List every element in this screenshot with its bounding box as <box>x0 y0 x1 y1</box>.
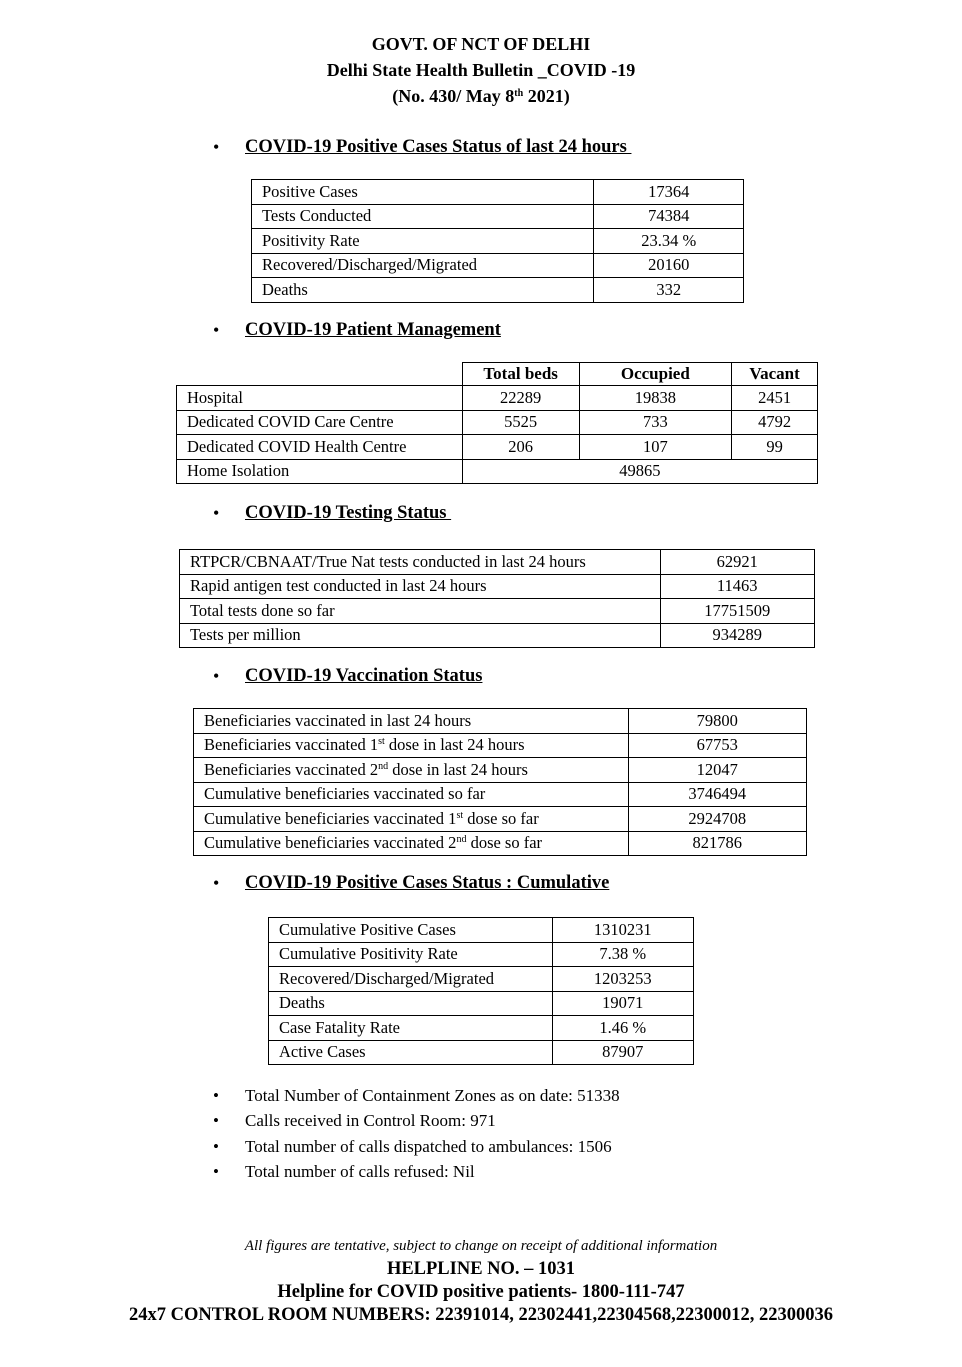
row-value: 74384 <box>594 204 744 229</box>
row-value: 87907 <box>552 1040 693 1065</box>
bulletin-title: Delhi State Health Bulletin _COVID -19 <box>326 60 636 80</box>
section-title: COVID-19 Testing Status <box>245 503 452 523</box>
label-ordinal: nd <box>378 760 389 772</box>
section-title: COVID-19 Positive Cases Status of last 24 hours <box>245 137 632 157</box>
total-beds-value: 22289 <box>462 386 579 411</box>
info-text: Total Number of Containment Zones as on date: 51338 <box>245 1086 620 1105</box>
table-row <box>252 229 744 254</box>
row-label: Case Fatality Rate <box>269 1016 553 1041</box>
header-vacant: Vacant <box>732 363 818 386</box>
total-beds-value: 5525 <box>462 410 579 435</box>
row-value: 62921 <box>660 550 815 575</box>
home-isolation-value: 49865 <box>462 459 817 484</box>
bulletin-number-sup: th <box>514 88 524 99</box>
section-title: COVID-19 Patient Management <box>245 320 501 340</box>
row-label: Total tests done so far <box>180 599 661 624</box>
row-label: Cumulative Positive Cases <box>269 918 553 943</box>
info-text: Total number of calls refused: Nil <box>245 1162 475 1181</box>
row-label: Active Cases <box>269 1040 553 1065</box>
row-value: 2924708 <box>628 807 806 832</box>
bullet-icon: • <box>213 666 220 686</box>
row-value: 20160 <box>594 253 744 278</box>
occupied-value: 19838 <box>579 386 732 411</box>
table-row <box>180 599 815 624</box>
footer-covid-helpline: Helpline for COVID positive patients- 1800-111-747 <box>277 1282 685 1302</box>
label-ordinal: st <box>378 736 385 748</box>
bullet-icon: • <box>213 873 220 893</box>
footer-disclaimer: All figures are tentative, subject to change on receipt of additional information <box>244 1238 718 1254</box>
row-value: 11463 <box>660 574 815 599</box>
bulletin-authority: GOVT. OF NCT OF DELHI <box>371 34 591 54</box>
occupied-value: 733 <box>579 410 732 435</box>
table-row <box>194 831 807 856</box>
section-title: COVID-19 Vaccination Status <box>245 666 483 686</box>
label-text: Cumulative beneficiaries vaccinated 1 <box>204 808 457 828</box>
table-row <box>180 623 815 648</box>
footer-control-room: 24x7 CONTROL ROOM NUMBERS: 22391014, 22302441,22304568,22300012, 22300036 <box>128 1305 834 1325</box>
table-row <box>194 807 807 832</box>
label-text: Cumulative beneficiaries vaccinated so far <box>204 784 486 804</box>
row-label: Positivity Rate <box>252 229 594 254</box>
label-text-rest: dose so far <box>466 833 543 853</box>
row-label: Tests Conducted <box>252 204 594 229</box>
info-text: Calls received in Control Room: 971 <box>245 1111 496 1130</box>
label-text: Beneficiaries vaccinated 1 <box>204 735 379 755</box>
row-label: Recovered/Discharged/Migrated <box>252 253 594 278</box>
info-text: Total number of calls dispatched to ambulances: 1506 <box>245 1137 612 1156</box>
table-row <box>177 410 818 435</box>
table-row <box>252 180 744 205</box>
bulletin-number <box>0 86 962 107</box>
row-value: 3746494 <box>628 782 806 807</box>
row-label <box>194 709 629 734</box>
table-row <box>194 758 807 783</box>
row-label: Deaths <box>252 278 594 303</box>
table-row <box>177 459 818 484</box>
header-total-beds: Total beds <box>462 363 579 386</box>
label-text: Beneficiaries vaccinated in last 24 hours <box>204 710 472 730</box>
row-label: Positive Cases <box>252 180 594 205</box>
bullet-icon: • <box>213 1086 219 1105</box>
bulletin-number-suffix: 2021) <box>523 86 570 106</box>
table-row <box>194 782 807 807</box>
table-row <box>252 204 744 229</box>
section-title: COVID-19 Positive Cases Status : Cumulative <box>245 873 610 893</box>
vacant-value: 99 <box>732 435 818 460</box>
bullet-icon: • <box>213 503 220 523</box>
table-row <box>269 967 694 992</box>
row-value: 332 <box>594 278 744 303</box>
vaccination-table <box>193 708 807 856</box>
table-row <box>252 253 744 278</box>
bullet-icon: • <box>213 1137 219 1156</box>
bullet-icon: • <box>213 1111 219 1130</box>
header-blank <box>177 363 463 386</box>
row-value: 79800 <box>628 709 806 734</box>
vacant-value: 2451 <box>732 386 818 411</box>
row-value: 934289 <box>660 623 815 648</box>
testing-table <box>179 549 815 648</box>
facility-label: Dedicated COVID Care Centre <box>177 410 463 435</box>
row-value: 19071 <box>552 991 693 1016</box>
label-text-rest: dose in last 24 hours <box>388 759 528 779</box>
row-label: Recovered/Discharged/Migrated <box>269 967 553 992</box>
home-isolation-label: Home Isolation <box>177 459 463 484</box>
row-value: 17751509 <box>660 599 815 624</box>
table-row <box>269 1016 694 1041</box>
row-value: 7.38 % <box>552 942 693 967</box>
row-value: 17364 <box>594 180 744 205</box>
footer-helpline: HELPLINE NO. – 1031 <box>386 1259 576 1279</box>
row-label: Cumulative Positivity Rate <box>269 942 553 967</box>
label-text: Beneficiaries vaccinated 2 <box>204 759 379 779</box>
table-row <box>252 278 744 303</box>
row-value: 12047 <box>628 758 806 783</box>
row-label <box>194 807 629 832</box>
table-row <box>269 942 694 967</box>
row-value: 1310231 <box>552 918 693 943</box>
row-label <box>194 733 629 758</box>
vacant-value: 4792 <box>732 410 818 435</box>
table-row <box>177 435 818 460</box>
table-row <box>180 550 815 575</box>
bulletin-number-prefix: (No. 430/ May 8 <box>392 86 515 106</box>
table-row <box>194 733 807 758</box>
cumulative-table <box>268 917 694 1065</box>
label-text: Cumulative beneficiaries vaccinated 2 <box>204 833 457 853</box>
row-label: Rapid antigen test conducted in last 24 hours <box>180 574 661 599</box>
row-label: RTPCR/CBNAAT/True Nat tests conducted in last 24 hours <box>180 550 661 575</box>
row-label <box>194 831 629 856</box>
bullet-icon: • <box>213 137 220 157</box>
table-row <box>180 574 815 599</box>
table-row <box>269 991 694 1016</box>
row-value: 1203253 <box>552 967 693 992</box>
occupied-value: 107 <box>579 435 732 460</box>
row-value: 23.34 % <box>594 229 744 254</box>
table-header-row <box>177 363 818 386</box>
bullet-icon: • <box>213 320 220 340</box>
table-row <box>269 918 694 943</box>
row-value: 1.46 % <box>552 1016 693 1041</box>
label-text-rest: dose so far <box>463 808 539 828</box>
table-row <box>194 709 807 734</box>
row-label: Tests per million <box>180 623 661 648</box>
row-label <box>194 782 629 807</box>
header-occupied: Occupied <box>579 363 732 386</box>
row-value: 67753 <box>628 733 806 758</box>
positive-24h-table <box>251 179 744 303</box>
table-row <box>177 386 818 411</box>
patient-management-table <box>176 362 818 484</box>
row-value: 821786 <box>628 831 806 856</box>
row-label: Deaths <box>269 991 553 1016</box>
label-text-rest: dose in last 24 hours <box>384 735 525 755</box>
table-row <box>269 1040 694 1065</box>
total-beds-value: 206 <box>462 435 579 460</box>
facility-label: Hospital <box>177 386 463 411</box>
label-ordinal: st <box>456 809 464 821</box>
row-label <box>194 758 629 783</box>
label-ordinal: nd <box>456 834 467 846</box>
facility-label: Dedicated COVID Health Centre <box>177 435 463 460</box>
bullet-icon: • <box>213 1162 219 1181</box>
